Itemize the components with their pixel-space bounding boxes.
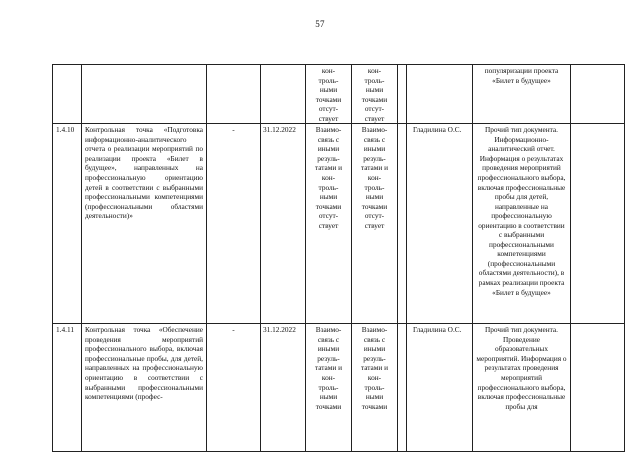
cell-extra xyxy=(571,65,625,124)
cell-spacer xyxy=(398,65,407,124)
cell-successors: Взаимо- связь с иными резуль- татами и кон- троль- ными точками xyxy=(352,324,398,452)
cell-number: 1.4.11 xyxy=(53,324,82,452)
cell-responsible xyxy=(407,65,473,124)
cell-spacer xyxy=(398,324,407,452)
cell-extra xyxy=(571,324,625,452)
cell-document: популяризации проекта «Билет в будущее» xyxy=(473,65,571,124)
cell-end-date xyxy=(261,65,306,124)
page-number: 57 xyxy=(315,19,325,29)
cell-number xyxy=(53,65,82,124)
cell-successors: кон- троль- ными точками отсут- ствует xyxy=(352,65,398,124)
cell-successors: Взаимо- связь с иными резуль- татами и кон- троль- ными точками отсут- ствует xyxy=(352,124,398,324)
cell-name: Контрольная точка «Подготовка информационно-аналитического отчета о реализации мероприятий по реализации проекта «Билет в будущее», направленных на профессиональную ориентацию детей в соответствии с выбранными профессиональными компетенциями (профессиональными областями деятельности)» xyxy=(82,124,207,324)
table-row xyxy=(53,324,625,452)
cell-predecessors: Взаимо- связь с иными резуль- татами и кон- троль- ными точками xyxy=(306,324,352,452)
cell-name xyxy=(82,65,207,124)
cell-responsible: Гладилина О.С. xyxy=(407,124,473,324)
cell-predecessors: Взаимо- связь с иными резуль- татами и кон- троль- ными точками отсут- ствует xyxy=(306,124,352,324)
cell-end-date: 31.12.2022 xyxy=(261,324,306,452)
cell-end-date: 31.12.2022 xyxy=(261,124,306,324)
cell-predecessors: кон- троль- ными точками отсут- ствует xyxy=(306,65,352,124)
table-row xyxy=(53,124,625,324)
cell-extra xyxy=(571,124,625,324)
table-row xyxy=(53,65,625,124)
cell-document: Прочий тип документа. Информационно-аналитический отчет. Информация о результатах проведения мероприятий профессионального выбора, включая профессиональные пробы для детей, направленные на профессиональную ориентацию в соответствии с выбранными профессиональными компетенциями (профессиональными областями деятельности), в рамках реализации проекта «Билет в будущее» xyxy=(473,124,571,324)
cell-spacer xyxy=(398,124,407,324)
cell-name: Контрольная точка «Обеспечение проведения мероприятий профессионального выбора, включая профессиональные пробы, для детей, направленных на профессиональную ориентацию в соответствии с выбранными профессиональными компетенциями (профес- xyxy=(82,324,207,452)
plan-table xyxy=(52,64,625,452)
cell-number: 1.4.10 xyxy=(53,124,82,324)
cell-responsible: Гладилина О.С. xyxy=(407,324,473,452)
cell-start: - xyxy=(207,124,261,324)
cell-document: Прочий тип документа. Проведение образовательных мероприятий. Информация о результатах проведения мероприятий профессионального выбора, включая профессиональные пробы для xyxy=(473,324,571,452)
cell-start: - xyxy=(207,324,261,452)
cell-start xyxy=(207,65,261,124)
